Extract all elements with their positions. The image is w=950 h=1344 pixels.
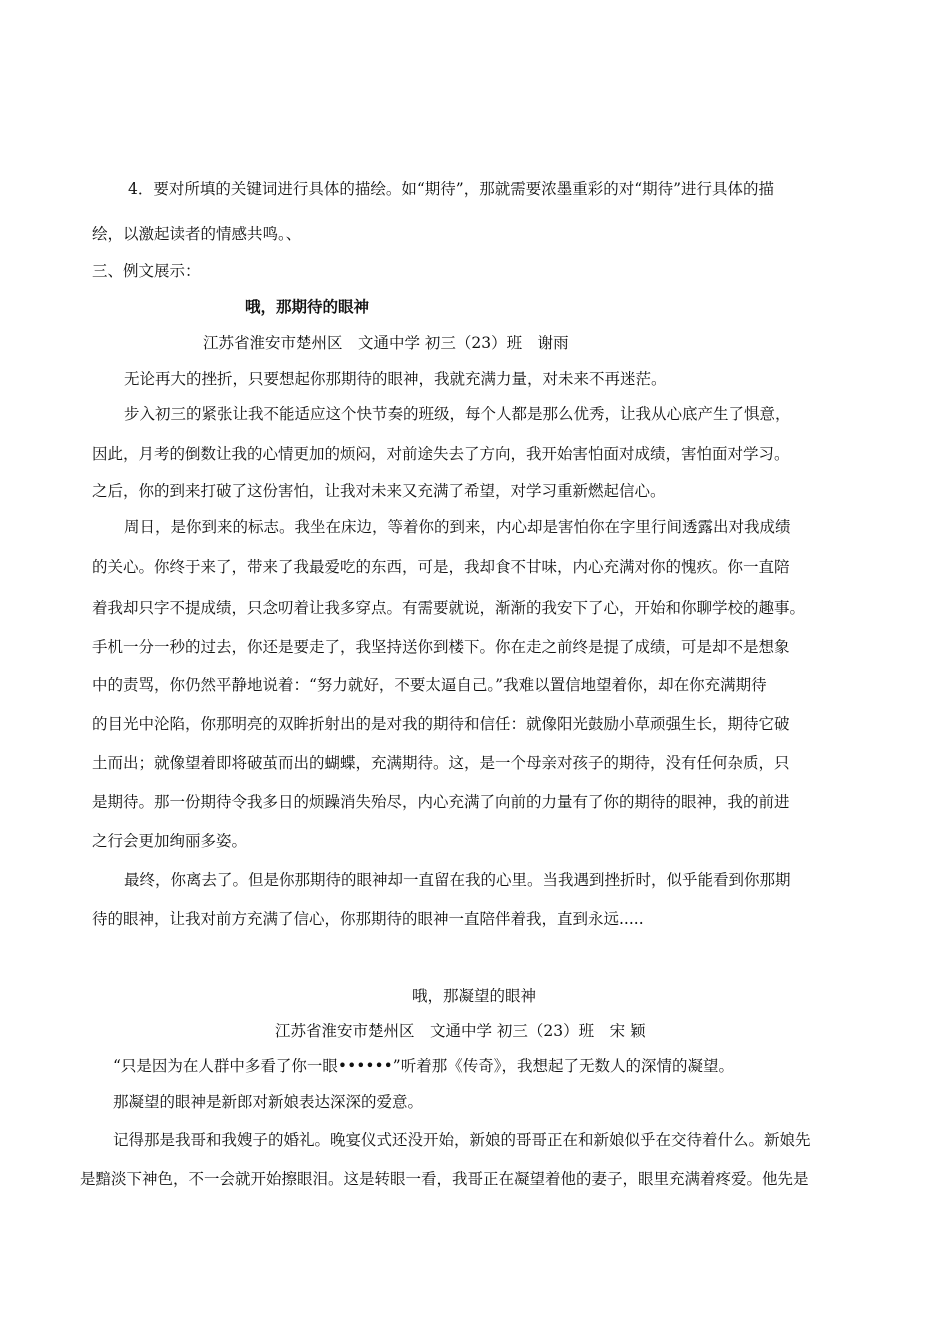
essay1-title: 哦，那期待的眼神 [245, 297, 370, 316]
essay1-line: 因此，月考的倒数让我的心情更加的烦闷，对前途失去了方向，我开始害怕面对成绩，害怕面对学习。 [92, 445, 790, 463]
essay1-line: 周日，是你到来的标志。我坐在床边，等着你的到来，内心却是害怕你在字里行间透露出对我成绩 [124, 518, 791, 536]
essay2-title: 哦，那凝望的眼神 [412, 987, 537, 1005]
point4-line2: 绘，以激起读者的情感共鸣。、 [92, 225, 302, 243]
essay1-line: 的关心。你终于来了，带来了我最爱吃的东西，可是，我却食不甘味，内心充满对你的愧疚。你一直陪 [92, 558, 790, 576]
essay2-line: 那凝望的眼神是新郎对新娘表达深深的爱意。 [113, 1093, 424, 1111]
essay1-line: 中的责骂，你仍然平静地说着：“努力就好，不要太逼自己。”我难以置信地望着你，却在你充满期待 [92, 676, 767, 694]
point4-line1: 4．要对所填的关键词进行具体的描绘。如“期待”，那就需要浓墨重彩的对“期待”进行具体的描 [128, 180, 775, 198]
essay1-author: 江苏省淮安市楚州区 文通中学 初三（23）班 谢雨 [203, 334, 569, 352]
essay1-line: 是期待。那一份期待令我多日的烦躁消失殆尽，内心充满了向前的力量有了你的期待的眼神，我的前进 [92, 793, 790, 811]
essay1-line: 最终，你离去了。但是你那期待的眼神却一直留在我的心里。当我遇到挫折时，似乎能看到你那期 [124, 871, 791, 889]
essay1-line: 土而出；就像望着即将破茧而出的蝴蝶，充满期待。这，是一个母亲对孩子的期待，没有任何杂质，只 [92, 754, 790, 772]
essay1-line: 待的眼神，让我对前方充满了信心，你那期待的眼神一直陪伴着我，直到永远..... [92, 910, 644, 928]
essay2-line: 记得那是我哥和我嫂子的婚礼。晚宴仪式还没开始，新娘的哥哥正在和新娘似乎在交待着什么。新娘先 [113, 1131, 811, 1149]
essay1-line: 着我却只字不提成绩，只念叨着让我多穿点。有需要就说，渐渐的我安下了心，开始和你聊学校的趣事。 [92, 599, 806, 617]
essay2-line: “只是因为在人群中多看了你一眼••••••”听着那《传奇》，我想起了无数人的深情的凝望。 [113, 1057, 734, 1075]
essay2-author: 江苏省淮安市楚州区 文通中学 初三（23）班 宋 颖 [275, 1022, 646, 1040]
essay1-line: 之后，你的到来打破了这份害怕，让我对未来又充满了希望，对学习重新燃起信心。 [92, 482, 666, 500]
essay1-line: 步入初三的紧张让我不能适应这个快节奏的班级，每个人都是那么优秀，让我从心底产生了惧意， [124, 405, 791, 423]
essay1-line: 无论再大的挫折，只要想起你那期待的眼神，我就充满力量，对未来不再迷茫。 [124, 370, 667, 388]
essay1-line: 的目光中沦陷，你那明亮的双眸折射出的是对我的期待和信任：就像阳光鼓励小草顽强生长，期待它破 [92, 715, 790, 733]
essay1-line: 之行会更加绚丽多姿。 [92, 832, 248, 850]
essay1-line: 手机一分一秒的过去，你还是要走了，我坚持送你到楼下。你在走之前终是提了成绩，可是却不是想象 [92, 638, 790, 656]
essay2-line: 是黯淡下神色，不一会就开始擦眼泪。这是转眼一看，我哥正在凝望着他的妻子，眼里充满着疼爱。他先是 [80, 1170, 809, 1188]
section-heading: 三、例文展示： [92, 262, 201, 280]
